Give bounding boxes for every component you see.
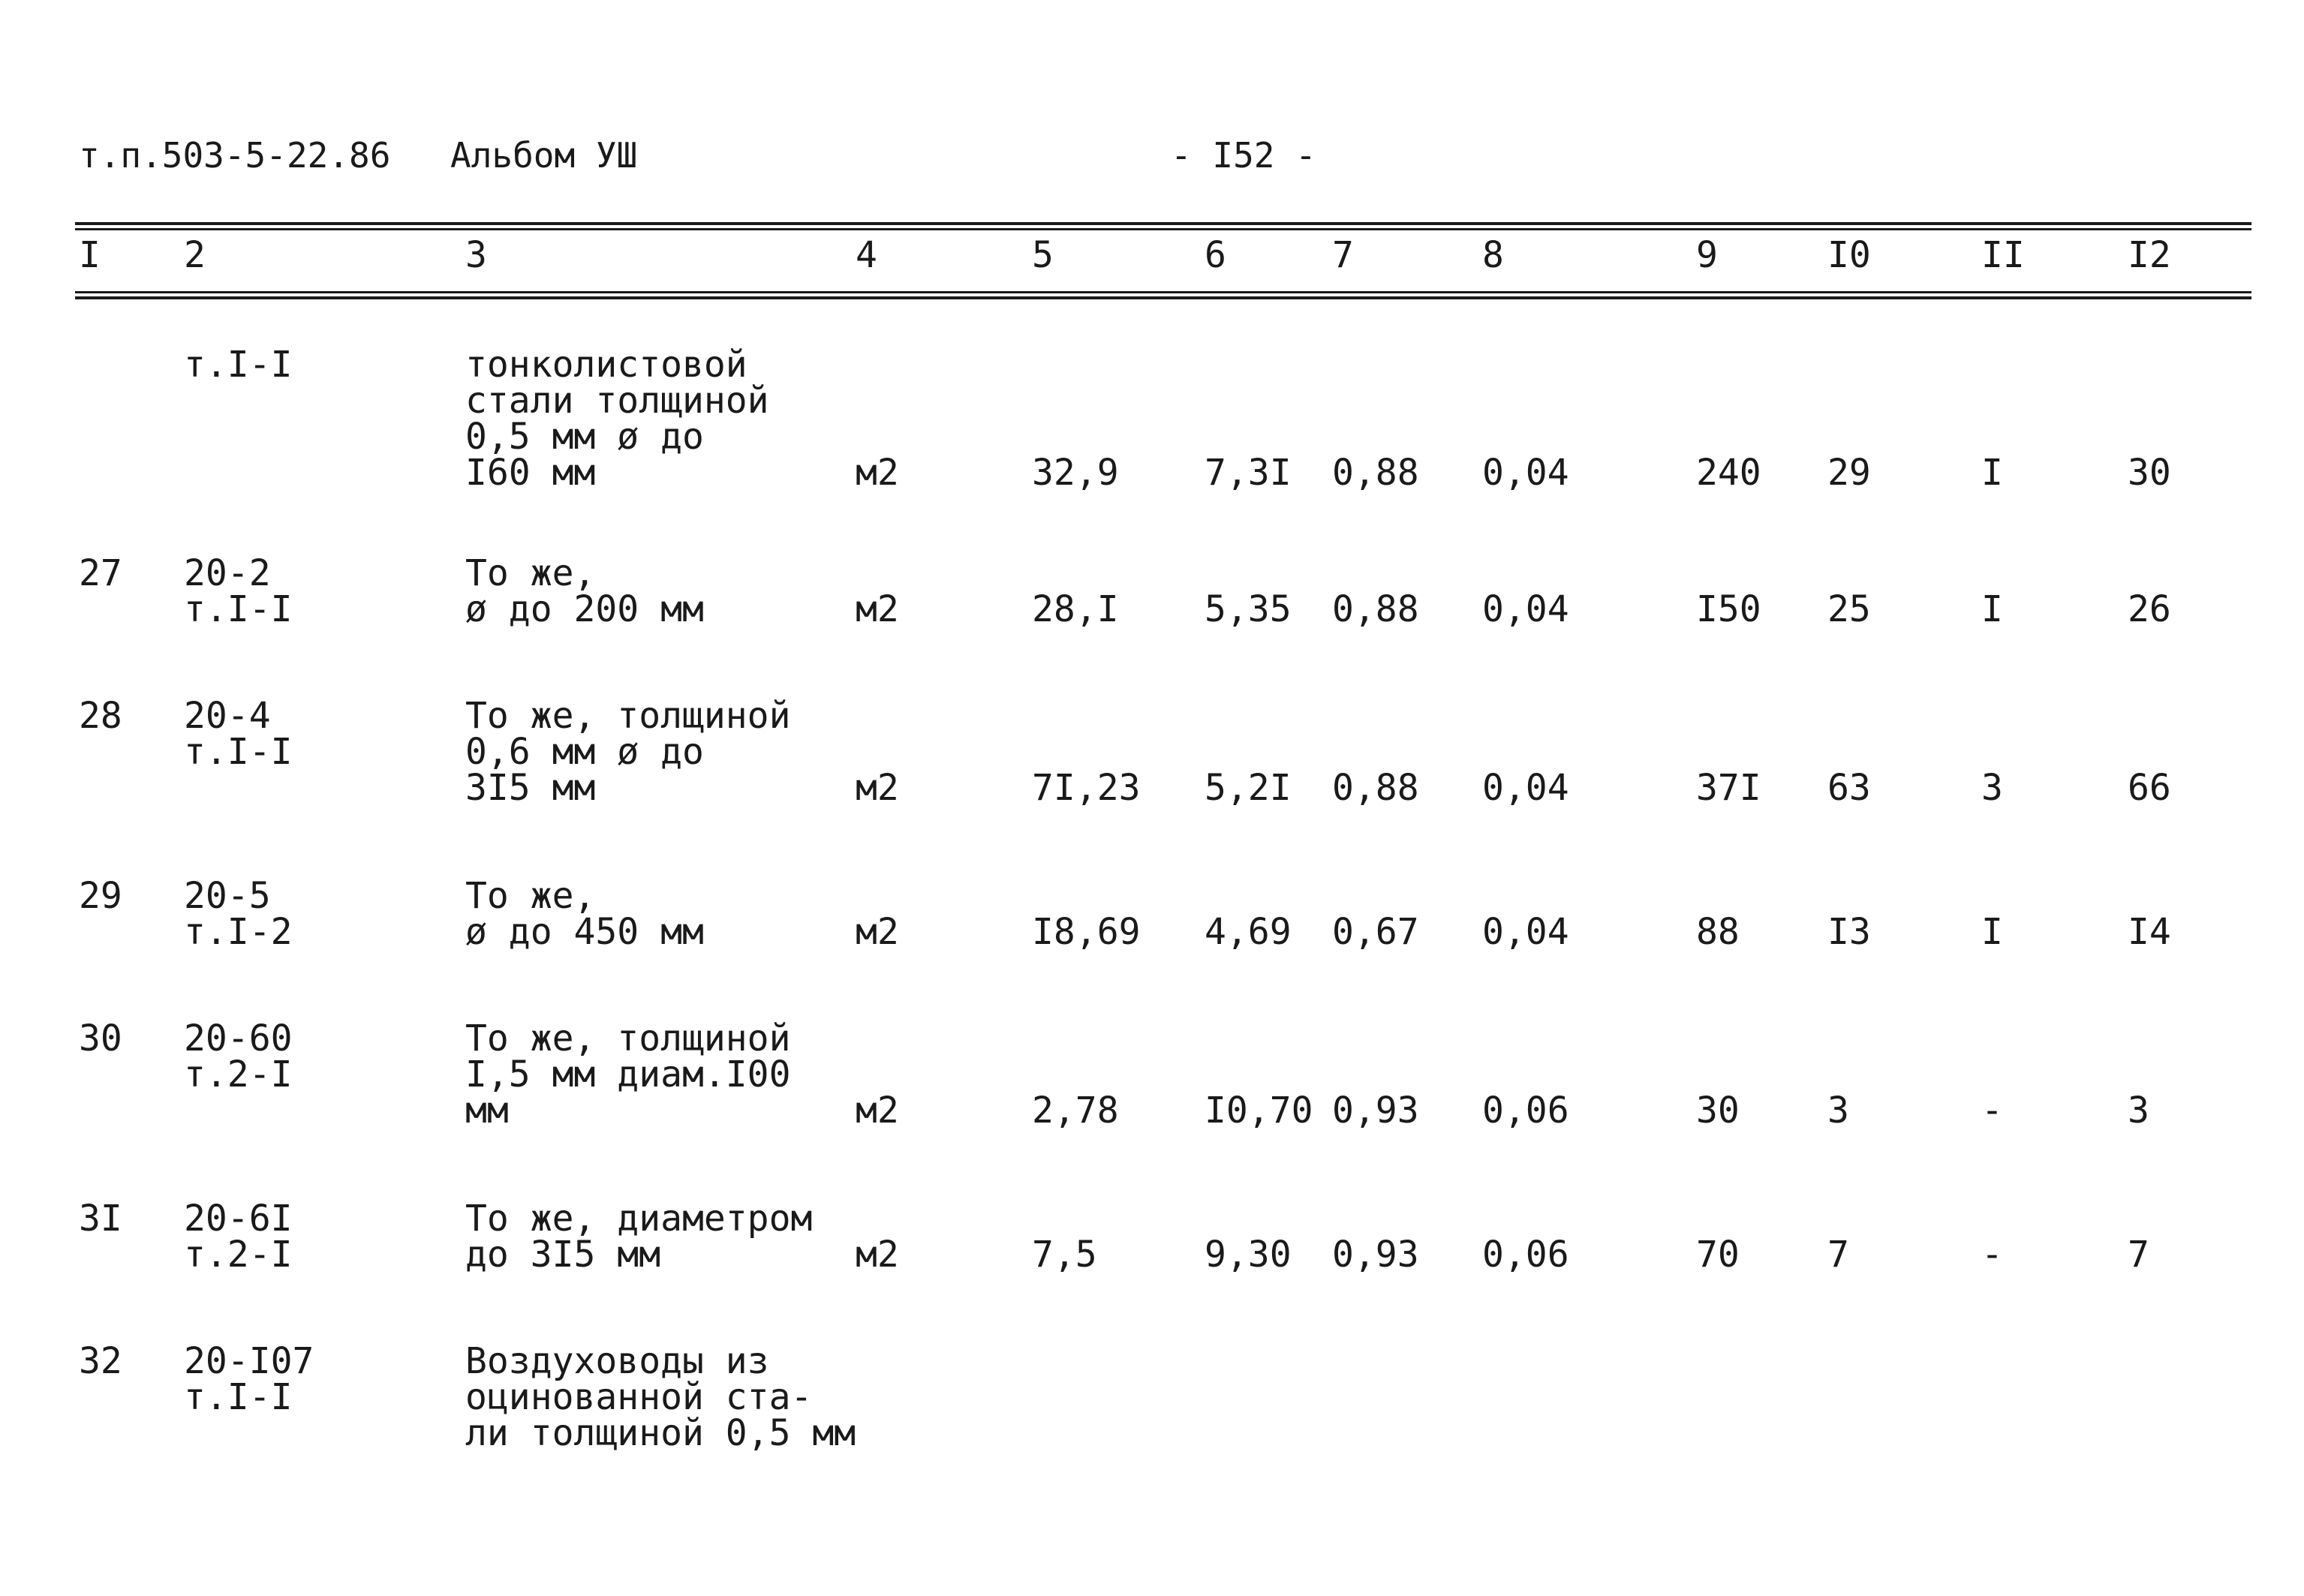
value-cell-6: I0,70 [1205,1090,1313,1132]
unit-cell: м2 [856,911,899,953]
value-cell-7: 0,88 [1332,767,1419,809]
unit-cell: м2 [856,452,899,494]
value-cell-12: 26 [2128,588,2171,630]
price-code: 20-6I т.2-I [184,1198,293,1276]
column-header: I2 [2128,234,2171,276]
header-rule-top-double [75,228,2251,230]
value-cell-11: 3 [1981,767,2003,809]
work-description: То же, ø до 450 мм [465,875,704,953]
column-header: 3 [465,234,487,276]
unit-cell: м2 [856,767,899,809]
row-number: 30 [79,1017,122,1059]
value-cell-11: - [1981,1234,2003,1276]
column-header: 8 [1482,234,1504,276]
document-code: т.п.503-5-22.86 [79,135,391,176]
column-header: 9 [1696,234,1718,276]
column-header: II [1981,234,2025,276]
value-cell-10: I3 [1827,911,1871,953]
header-rule-bottom [75,291,2251,293]
row-number: 32 [79,1340,122,1382]
value-cell-12: I4 [2128,911,2171,953]
value-cell-8: 0,04 [1482,767,1569,809]
unit-cell: м2 [856,1234,899,1276]
value-cell-5: 2,78 [1032,1090,1119,1132]
value-cell-10: 63 [1827,767,1871,809]
value-cell-7: 0,93 [1332,1090,1419,1132]
value-cell-12: 3 [2128,1090,2149,1132]
value-cell-11: I [1981,588,2003,630]
value-cell-9: 37I [1696,767,1761,809]
row-number: 27 [79,552,122,594]
value-cell-6: 5,35 [1205,588,1292,630]
row-number: 28 [79,695,122,737]
value-cell-8: 0,04 [1482,911,1569,953]
work-description: То же, диаметром до 3I5 мм [465,1198,813,1276]
value-cell-9: 88 [1696,911,1740,953]
price-code: 20-2 т.I-I [184,552,293,630]
price-code: т.I-I [184,344,293,386]
value-cell-6: 4,69 [1205,911,1292,953]
column-header: I0 [1827,234,1871,276]
value-cell-6: 5,2I [1205,767,1292,809]
value-cell-5: 7,5 [1032,1234,1097,1276]
work-description: То же, толщиной 0,6 мм ø до 3I5 мм [465,695,791,809]
value-cell-10: 7 [1827,1234,1849,1276]
value-cell-5: I8,69 [1032,911,1141,953]
page-number: - I52 - [1171,135,1316,176]
column-header: 6 [1205,234,1226,276]
album-label: Альбом УШ [450,135,638,176]
header-rule-bottom-double [75,296,2251,299]
price-code: 20-5 т.I-2 [184,875,293,953]
value-cell-11: - [1981,1090,2003,1132]
column-header: I [79,234,101,276]
value-cell-5: 32,9 [1032,452,1119,494]
value-cell-12: 7 [2128,1234,2149,1276]
price-code: 20-60 т.2-I [184,1017,293,1096]
value-cell-5: 28,I [1032,588,1119,630]
value-cell-9: 30 [1696,1090,1740,1132]
header-rule-top [75,222,2251,225]
value-cell-8: 0,04 [1482,452,1569,494]
unit-cell: м2 [856,1090,899,1132]
column-header: 4 [856,234,877,276]
value-cell-9: 240 [1696,452,1761,494]
value-cell-12: 66 [2128,767,2171,809]
price-code: 20-I07 т.I-I [184,1340,314,1418]
value-cell-10: 29 [1827,452,1871,494]
price-code: 20-4 т.I-I [184,695,293,773]
work-description: То же, толщиной I,5 мм диам.I00 мм [465,1017,791,1132]
value-cell-11: I [1981,452,2003,494]
column-header: 7 [1332,234,1354,276]
value-cell-7: 0,93 [1332,1234,1419,1276]
value-cell-8: 0,06 [1482,1090,1569,1132]
value-cell-7: 0,67 [1332,911,1419,953]
row-number: 3I [79,1198,122,1240]
value-cell-10: 3 [1827,1090,1849,1132]
work-description: Воздуховоды из оцинованной ста- ли толщиной 0,5 мм [465,1340,856,1454]
unit-cell: м2 [856,588,899,630]
column-header: 2 [184,234,206,276]
value-cell-8: 0,04 [1482,588,1569,630]
value-cell-11: I [1981,911,2003,953]
work-description: То же, ø до 200 мм [465,552,704,630]
column-header: 5 [1032,234,1054,276]
value-cell-6: 9,30 [1205,1234,1292,1276]
value-cell-9: 70 [1696,1234,1740,1276]
value-cell-6: 7,3I [1205,452,1292,494]
value-cell-7: 0,88 [1332,452,1419,494]
value-cell-10: 25 [1827,588,1871,630]
work-description: тонколистовой стали толщиной 0,5 мм ø до I60 мм [465,344,769,494]
row-number: 29 [79,875,122,917]
value-cell-5: 7I,23 [1032,767,1141,809]
value-cell-12: 30 [2128,452,2171,494]
value-cell-7: 0,88 [1332,588,1419,630]
value-cell-9: I50 [1696,588,1761,630]
value-cell-8: 0,06 [1482,1234,1569,1276]
